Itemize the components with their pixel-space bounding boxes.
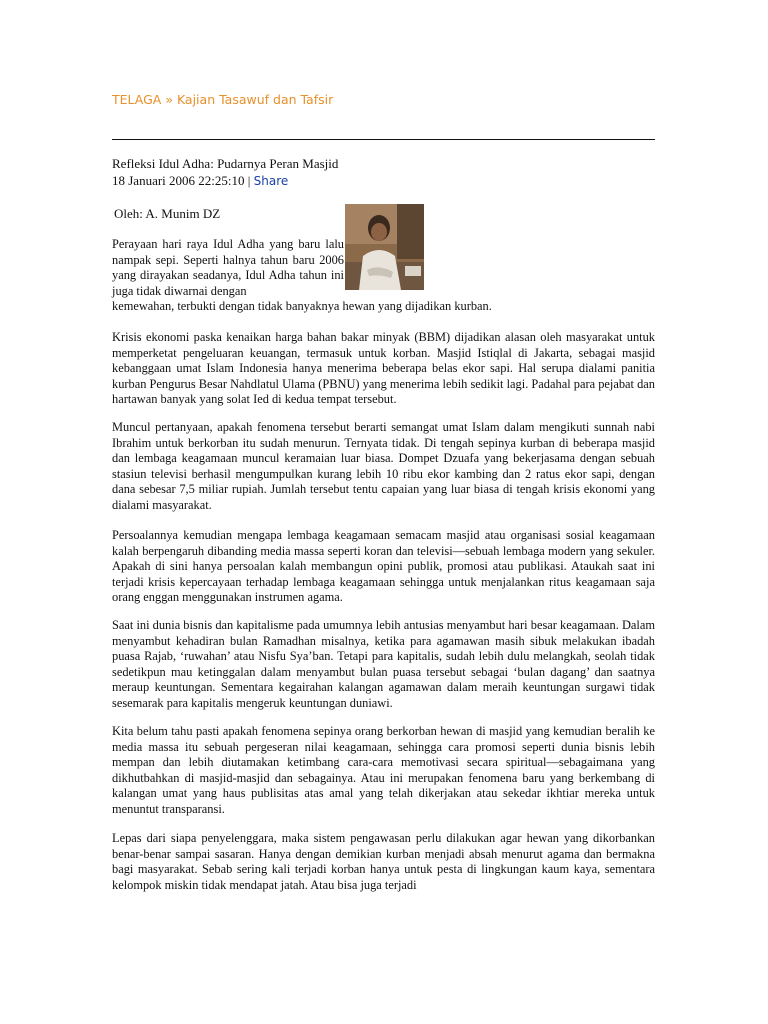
article-meta (112, 173, 288, 189)
paragraph-4: Persoalannya kemudian mengapa lembaga keagamaan semacam masjid atau organisasi sosial keagamaan kalah berpengaruh dibanding media massa seperti koran dan televisi—sebuah lembaga modern yang sekuler. Apakah di sini hanya persoalan kalah membangun opini publik, promosi atau publikasi. Ataukah saat ini terjadi krisis kepercayaan terhadap lembaga keagamaan sehingga untuk menjalankan ritus keagamaan saja orang enggan menggunakan instrumen agama. (112, 528, 655, 604)
meta-separator: | (247, 173, 251, 188)
paragraph-1 (112, 237, 655, 315)
header-divider (112, 139, 655, 140)
paragraph-6: Kita belum tahu pasti apakah fenomena sepinya orang berkorban hewan di masjid yang kemudian beralih ke media massa itu sebuah pergeseran nilai keagamaan, sehingga cara promosi seperti dunia bisnis lebih mempan dan lebih diutamakan ketimbang cara-cara memotivasi secara spiritual—sebagaimana yang dikhutbahkan di masjid-masjid dan sebagainya. Atau ini merupakan fenomena baru yang berkembang di kalangan umat yang haus publisitas atas amal yang telah dikerjakan atau sekedar ikhtiar mereka untuk menuntut transparansi. (112, 724, 655, 816)
share-link[interactable]: Share (253, 174, 289, 188)
article-date: 18 Januari 2006 22:25:10 (112, 173, 245, 188)
article-title: Refleksi Idul Adha: Pudarnya Peran Masjid (112, 156, 339, 171)
paragraph-1-lead: Perayaan hari raya Idul Adha yang baru lalu nampak sepi. Seperti halnya tahun baru 2006 yang dirayakan seadanya, Idul Adha tahun ini juga tidak diwarnai dengan (112, 237, 344, 298)
author-byline: Oleh: A. Munim DZ (114, 206, 221, 221)
paragraph-7: Lepas dari siapa penyelenggara, maka sistem pengawasan perlu dilakukan agar hewan yang dikorbankan benar-benar sampai sasaran. Hanya dengan demikian kurban menjadi absah menurut agama dan bermakna bagi masyarakat. Sebab sering kali terjadi korban hanya untuk pesta di lingkungan kaum kaya, sementara kelompok miskin tidak mendapat jatah. Atau bisa juga terjadi (112, 831, 655, 892)
paragraph-1-tail: kemewahan, terbukti dengan tidak banyaknya hewan yang dijadikan kurban. (112, 299, 492, 313)
paragraph-2: Krisis ekonomi paska kenaikan harga bahan bakar minyak (BBM) dijadikan alasan oleh masyarakat untuk memperketat pengeluaran keuangan, termasuk untuk korban. Masjid Istiqlal di Jakarta, sebagai masjid kebanggaan umat Islam Indonesia hanya menerima beberapa belas ekor sapi. Hal serupa dialami panitia kurban Pengurus Besar Nahdlatul Ulama (PBNU) yang menerima lebih sedikit lagi. Padahal para pejabat dan hartawan banyak yang solat Ied di kedua tempat tersebut. (112, 330, 655, 406)
paragraph-5: Saat ini dunia bisnis dan kapitalisme pada umumnya lebih antusias menyambut hari besar keagamaan. Dalam menyambut kehadiran bulan Ramadhan misalnya, ketika para agamawan masih sibuk melakukan ibadah puasa Rajab, ‘ruwahan’ atau Nisfu Sya’ban. Tetapi para kapitalis, sudah lebih dulu melangkah, seolah tidak sedetikpun mau ketinggalan dalam menyambut bulan puasa tersebut sebagai ‘bulan dagang’ dan saatnya meraup keuntungan. Sementara kegairahan kalangan agamawan dalam meraih keuntungan surgawi tidak sesemarak para kapitalis mengeruk keuntungan duniawi. (112, 618, 655, 710)
paragraph-3: Muncul pertanyaan, apakah fenomena tersebut berarti semangat umat Islam dalam mengikuti sunnah nabi Ibrahim untuk berkorban itu sudah menurun. Ternyata tidak. Di tengah sepinya kurban di beberapa masjid dan lembaga keagamaan muncul keramaian luar biasa. Dompet Dzuafa yang bekerjasama dengan sebuah stasiun televisi berhasil mengumpulkan kurang lebih 10 ribu ekor kambing dan 2 ratus ekor sapi, dengan dana sebesar 7,5 miliar rupiah. Jumlah tersebut tentu capaian yang luar biasa di tengah krisis ekonomi yang dialami masyarakat. (112, 420, 655, 512)
breadcrumb[interactable]: TELAGA » Kajian Tasawuf dan Tafsir (112, 92, 334, 107)
